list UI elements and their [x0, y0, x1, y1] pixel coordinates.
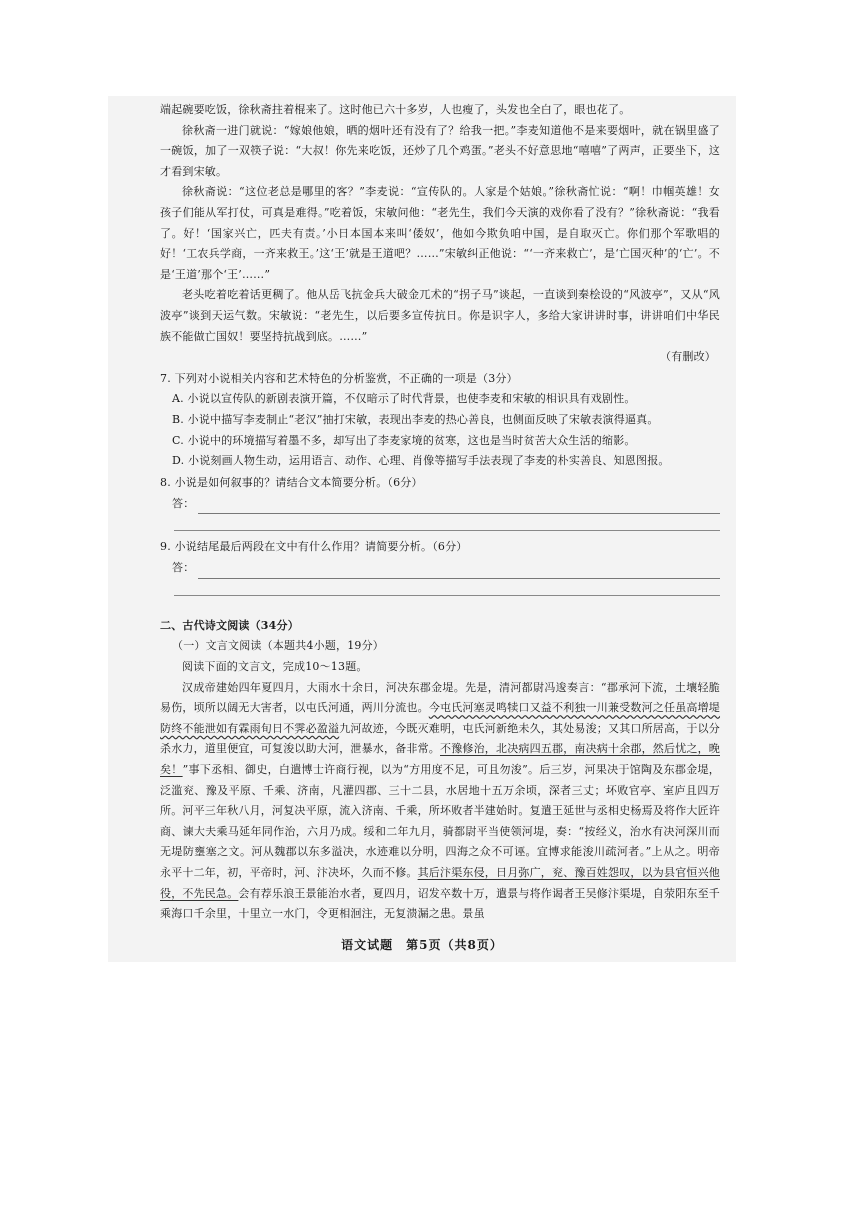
answer-line: [198, 564, 720, 579]
underlined-sentence: 其后汴渠东侵，日月弥广，兖、豫百姓怨叹，以为县官恒兴他役，不先民急。: [160, 866, 721, 900]
text-segment: 会有荐乐浪王景能治水者，夏四月，诏发卒数十万，遣景与将作谒者王吴修汴渠堤，自荥阳东至千乘海口千余里，十里立一水门，令更相洄注，无复溃漏之患。景虽: [160, 886, 721, 921]
page-content: [160, 100, 720, 925]
edit-note: （有删改）: [660, 350, 716, 364]
answer-area-9[interactable]: [160, 558, 720, 579]
answer-label: 答：: [172, 561, 195, 575]
spacer: [160, 596, 720, 610]
question-9: 9. 小说结尾最后两段在文中有什么作用？请简要分析。（6分）: [160, 540, 468, 554]
underlined-sentence: 不豫修治，北决病四五郡，南决病十余郡，然后忧之，晚矣！: [160, 742, 720, 777]
answer-line: [174, 579, 720, 596]
question-7-option-b: B. 小说中描写李麦制止“老汉”抽打宋敏，表现出李麦的热心善良，也侧面反映了宋敏表演得逼真。: [172, 412, 659, 426]
text-segment: 汉成帝建始四年夏四月，大雨水十余日，河决东郡金堤。先是，清河都尉冯逡奏言：“郡承河下流，土壤轻脆易伤，顷所以阔无大害者，以屯氏河通，两川分流也。: [160, 680, 720, 715]
classical-text: [160, 678, 720, 925]
text-segment: 九河故迹，今既灭难明，屯氏河新绝未久，其处易浚；又其口所居高，于以分杀水力，道里便宜，可复浚以助大河，泄暴水，备非常。: [160, 721, 721, 756]
text-segment: ”事下丞相、御史，白遣博士许商行视，以为“方用度不足，可且勿浚”。后三岁，河果决于馆陶及东郡金堤，泛滥兖、豫及平原、千乘、济南，凡灌四郡、三十二县，水居地十五万余顷，深者三丈；坏败官亭、室庐且四万所。河平三年秋八月，河复决平原，流入济南、千乘，所坏败者半建始时。复遣王延世与丞相史杨焉及将作大匠许商、谏大夫乘马延年同作治，六月乃成。绥和二年九月，骑都尉平当使领河堤，奏：“按经义，治水有决河深川而无堤防壅塞之文。河从魏郡以东多溢决，水迹难以分明，四海之众不可诬。宜博求能浚川疏河者。”上从之。明帝永平十二年，初，平帝时，河、汴决坏，久而不修。: [160, 763, 721, 879]
passage-paragraph: 老头吃着吃着话更稠了。他从岳飞抗金兵大破金兀术的“拐子马”谈起，一直谈到秦桧设的“风波亭”，又从“风波亭”谈到天运气数。宋敏说：“老先生，以后要多宣传抗日。你是识字人，多给大家讲讲时事，讲讲咱们中华民族不能做亡国奴！要坚持抗战到底。……”: [160, 288, 720, 343]
answer-line: [198, 499, 720, 514]
section-instruction: 阅读下面的文言文，完成10～13题。: [182, 660, 368, 674]
answer-line: [174, 514, 720, 531]
question-7-option-a: A. 小说以宣传队的新剧表演开篇，不仅暗示了时代背景，也使李麦和宋敏的相识具有戏剧性。: [172, 392, 636, 406]
passage-paragraph: 徐秋斋说：“这位老总是哪里的客？”李麦说：“宣传队的。人家是个姑娘。”徐秋斋忙说：“啊！巾帼英雄！女孩子们能从军打仗，可真是难得。”吃着饭，宋敏问他：“老先生，我们今天演的戏你看了没有？”徐秋斋说：“我看了。好！‘国家兴亡，匹夫有责。’小日本国本来叫‘倭奴’，他如今欺负咱中国，是自取灭亡。你们那个军歌唱的好！‘工农兵学商，一齐来救王。’这‘王’就是王道吧？……”宋敏纠正他说：“‘一齐来救亡’，是‘亡国灭种’的‘亡’。不是‘王道’那个‘王’……”: [160, 185, 720, 281]
question-8: 8. 小说是如何叙事的？请结合文本简要分析。（6分）: [160, 475, 423, 489]
answer-area-8[interactable]: [160, 493, 720, 514]
passage-paragraph: 徐秋斋一进门就说：“嫁娘他娘，晒的烟叶还有没有了？给我一把。”李麦知道他不是来要烟叶，就在锅里盛了一碗饭，加了一双筷子说：“大叔！你先来吃饭，还炒了几个鸡蛋。”老头不好意思地“嘻嘻”了两声，正要坐下，这才看到宋敏。: [160, 123, 720, 178]
page-footer: 语文试题 第5页（共8页）: [341, 938, 503, 952]
passage-paragraph: 端起碗要吃饭，徐秋斋拄着棍来了。这时他已六十多岁，人也瘦了，头发也全白了，眼也花了。: [160, 103, 631, 116]
answer-label: 答：: [172, 496, 195, 510]
section-subtitle: （一）文言文阅读（本题共4小题，19分）: [172, 639, 384, 653]
section-title: 二、古代诗文阅读（34分）: [160, 618, 299, 632]
question-7-option-d: D. 小说刻画人物生动，运用语言、动作、心理、肖像等描写手法表现了李麦的朴实善良、知恩图报。: [172, 454, 670, 468]
question-7: 7. 下列对小说相关内容和艺术特色的分析鉴赏，不正确的一项是（3分）: [160, 371, 518, 385]
wavy-underlined-sentence: 今屯氏河塞灵鸣犊口又益不利独一川兼受数河之任虽高增堤防终不能泄如有霖雨旬日不霁必盈溢: [160, 701, 721, 735]
question-7-option-c: C. 小说中的环境描写着墨不多，却写出了李麦家境的贫寒，这也是当时贫苦大众生活的缩影。: [172, 433, 636, 447]
